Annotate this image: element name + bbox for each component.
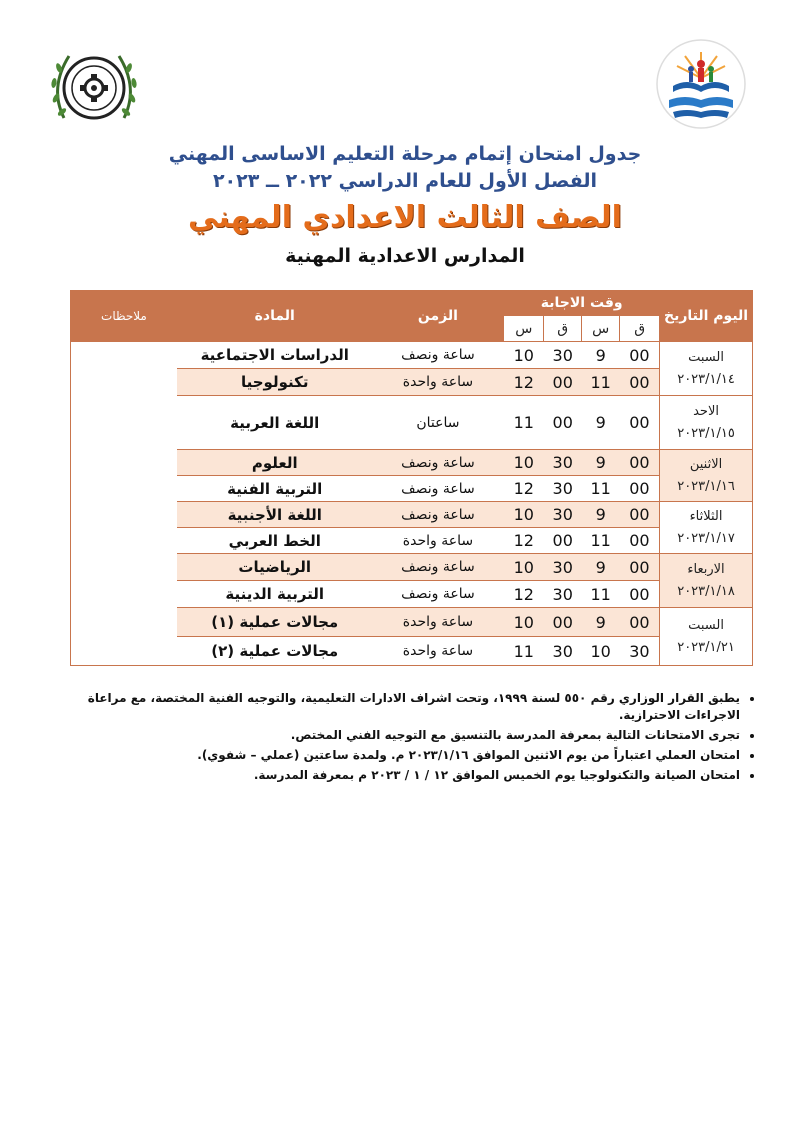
- hour-to: 12: [504, 528, 544, 554]
- hour-from: 11: [582, 476, 620, 502]
- exam-schedule-title: جدول امتحان إتمام مرحلة التعليم الاساسى المهني: [168, 143, 642, 165]
- subject-cell: التربية الفنية: [177, 476, 372, 502]
- minute-to: 30: [544, 476, 582, 502]
- day-label: الاثنين: [689, 456, 723, 472]
- subject-cell: التربية الدينية: [177, 581, 372, 608]
- minute-from: 00: [620, 581, 660, 608]
- hour-to: 10: [504, 608, 544, 637]
- subject-cell: مجالات عملية (١): [177, 608, 372, 637]
- day-date-cell: [660, 554, 753, 608]
- instruction-item: • امتحان العملي اعتباراً من يوم الاثنين الموافق ٢٠٢٣/١/١٦ م. ولمدة ساعتين (عملي – شفوي).: [80, 747, 740, 764]
- instruction-item: • امتحان الصيانة والتكنولوجيا يوم الخميس الموافق ١٢ / ١ / ٢٠٢٣ م بمعرفة المدرسة.: [80, 767, 740, 784]
- subject-cell: مجالات عملية (٢): [177, 637, 372, 666]
- hour-from: 9: [582, 342, 620, 369]
- day-label: السبت: [688, 349, 724, 365]
- header-day-date: اليوم التاريخ: [660, 291, 753, 342]
- duration-cell: ساعة ونصف: [372, 476, 504, 502]
- minute-from: 00: [620, 396, 660, 450]
- minute-to: 30: [544, 637, 582, 666]
- minute-to: 00: [544, 369, 582, 396]
- minute-from: 00: [620, 502, 660, 528]
- exam-schedule-table: [70, 290, 753, 666]
- minute-to: 00: [544, 396, 582, 450]
- subject-cell: العلوم: [177, 450, 372, 476]
- minute-from: 00: [620, 554, 660, 581]
- minute-to: 00: [544, 528, 582, 554]
- hour-to: 10: [504, 342, 544, 369]
- header-answer-time-label: وقت الاجابة: [540, 295, 623, 311]
- grade-heading: الصف الثالث الاعدادي المهني: [188, 200, 622, 235]
- header-answer-time: [504, 291, 660, 316]
- hour-to: 10: [504, 554, 544, 581]
- notes-cell: [71, 342, 178, 666]
- date-label: ٢٠٢٣/١/١٨: [677, 583, 735, 599]
- hour-from: 11: [582, 369, 620, 396]
- day-date-cell: [660, 608, 753, 666]
- header-hour-to: س: [504, 316, 544, 342]
- emblem-logo: [44, 38, 144, 138]
- hour-to: 10: [504, 502, 544, 528]
- instructions-list: [80, 690, 762, 787]
- subject-cell: اللغة الأجنبية: [177, 502, 372, 528]
- date-label: ٢٠٢٣/١/١٦: [677, 478, 735, 494]
- duration-cell: ساعة ونصف: [372, 450, 504, 476]
- header-notes: ملاحظات: [71, 291, 178, 342]
- hour-to: 12: [504, 581, 544, 608]
- minute-to: 30: [544, 502, 582, 528]
- day-date-cell: [660, 396, 753, 450]
- hour-from: 11: [582, 581, 620, 608]
- day-label: الاربعاء: [687, 561, 725, 577]
- minute-to: 30: [544, 554, 582, 581]
- semester-line: الفصل الأول للعام الدراسي ٢٠٢٢ ــ ٢٠٢٣: [212, 170, 598, 192]
- duration-cell: ساعة واحدة: [372, 369, 504, 396]
- minute-from: 00: [620, 450, 660, 476]
- duration-cell: ساعة واحدة: [372, 637, 504, 666]
- subject-cell: الخط العربي: [177, 528, 372, 554]
- minute-from: 00: [620, 342, 660, 369]
- duration-cell: ساعة ونصف: [372, 554, 504, 581]
- date-label: ٢٠٢٣/١/١٧: [677, 530, 735, 546]
- subject-cell: الدراسات الاجتماعية: [177, 342, 372, 369]
- header-minute-to: ق: [544, 316, 582, 342]
- duration-cell: ساعة ونصف: [372, 502, 504, 528]
- header-duration: الزمن: [372, 291, 504, 342]
- minute-from: 00: [620, 476, 660, 502]
- duration-cell: ساعة واحدة: [372, 528, 504, 554]
- duration-cell: ساعة ونصف: [372, 342, 504, 369]
- minute-to: 00: [544, 608, 582, 637]
- header-minute-from: ق: [620, 316, 660, 342]
- hour-from: 11: [582, 528, 620, 554]
- minute-from: 00: [620, 528, 660, 554]
- instruction-item: • تجرى الامتحانات التالية بمعرفة المدرسة بالتنسيق مع التوجيه الفني المختص.: [80, 727, 740, 744]
- day-label: الاحد: [693, 403, 719, 419]
- day-date-cell: [660, 342, 753, 396]
- subject-cell: الرياضيات: [177, 554, 372, 581]
- hour-from: 9: [582, 396, 620, 450]
- date-label: ٢٠٢٣/١/٢١: [677, 639, 735, 655]
- duration-cell: ساعتان: [372, 396, 504, 450]
- hour-to: 12: [504, 369, 544, 396]
- day-label: السبت: [688, 617, 724, 633]
- hour-from: 9: [582, 502, 620, 528]
- duration-cell: ساعة ونصف: [372, 581, 504, 608]
- minute-from: 00: [620, 608, 660, 637]
- minute-to: 30: [544, 450, 582, 476]
- hour-to: 11: [504, 637, 544, 666]
- directorate-logo: [655, 38, 747, 130]
- minute-to: 30: [544, 581, 582, 608]
- hour-from: 9: [582, 554, 620, 581]
- hour-to: 12: [504, 476, 544, 502]
- subject-cell: تكنولوجيا: [177, 369, 372, 396]
- day-date-cell: [660, 502, 753, 554]
- day-label: الثلاثاء: [689, 508, 723, 524]
- date-label: ٢٠٢٣/١/١٤: [677, 371, 735, 387]
- header-subject: المادة: [177, 291, 372, 342]
- date-label: ٢٠٢٣/١/١٥: [677, 425, 735, 441]
- hour-from: 9: [582, 608, 620, 637]
- hour-to: 10: [504, 450, 544, 476]
- schools-heading: المدارس الاعدادية المهنية: [285, 245, 525, 267]
- duration-cell: ساعة واحدة: [372, 608, 504, 637]
- hour-from: 10: [582, 637, 620, 666]
- hour-from: 9: [582, 450, 620, 476]
- subject-cell: اللغة العربية: [177, 396, 372, 450]
- minute-to: 30: [544, 342, 582, 369]
- minute-from: 30: [620, 637, 660, 666]
- hour-to: 11: [504, 396, 544, 450]
- instruction-item: • يطبق القرار الوزاري رقم ٥٥٠ لسنة ١٩٩٩، وتحت اشراف الادارات التعليمية، والتوجيه الفنية المختصة، مع مراعاة الاجراءات الاحترازية.: [80, 690, 740, 724]
- minute-from: 00: [620, 369, 660, 396]
- schedule-body: [71, 342, 753, 666]
- header-hour-from: س: [582, 316, 620, 342]
- day-date-cell: [660, 450, 753, 502]
